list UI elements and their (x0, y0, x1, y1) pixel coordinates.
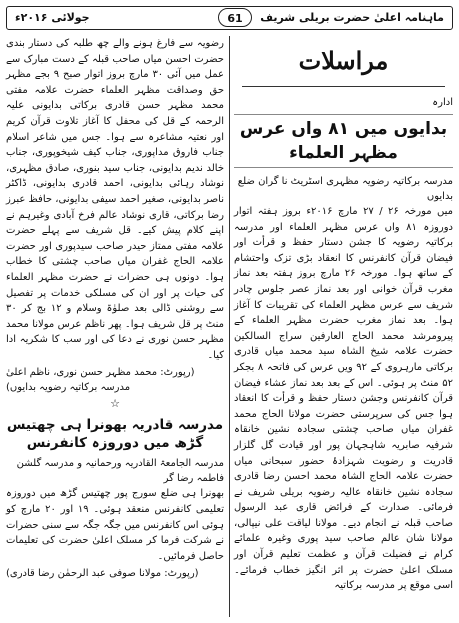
urs-article-subline: مدرسہ برکاتیہ رضویہ مظہری اسٹریٹ نا گران ضلع بدایوں (237, 176, 453, 202)
left-column (6, 36, 224, 581)
conference-article-title: مدرسہ قادریہ بھونرا ہی چھتیس گڑھ میں دوروزہ کانفرنس (6, 417, 224, 452)
section-masthead (234, 36, 453, 94)
urs-report-continuation: رضویہ سے فارغ ہونے والے چھ طلبہ کی دستار بندی حضرت احسن میاں صاحب قبلہ کے دست مبارک سے عمل میں آئی ۳۰ مارچ بروز اتوار صبح ۹ بجے مظہر حق وصداقت مظہر العلماء حضرت علامہ مفتی محمد مظہر حسن قادری برکاتی بدایونی علیہ الرحمہ کے قل کی محفل کا آغاز تلاوت قرآن کریم اور نعتیہ مشاعرہ سے ہوا۔ جس میں شاعر اسلام جناب فاروق مداپوری، جناب کیف شیخوپوری، جناب خالد ندیم بدایونی، جناب سید بنوری، صادق مظہری، نوشاد رہائی بدایونی، احمد قادری بدایونی، ڈاکٹر ناصر بدایونی، صغیر احمد سیفی بدایونی، حافظ عبرز رضا برکاتی، قاری نوشاد عالم فرخ آبادی وغیرہم نے اپنے کلام پیش کیے۔ قل شریف سے پہلے حضرت علامہ مفتی ممتاز حیدر صاحب سیدپوری اور حضرت علامہ الحاج غفران میاں صاحب چشتی کا خطاب ہوا۔ دونوں ہی حضرات نے حضرت مظہر العلماء کی حیات پر اور ان کی مسلکی خدمات پر تفصیل سے روشنی ڈالی بعد صلوٰۃ وسلام و ۱۲ بج کر ۳۰ منٹ پر قل شریف ہوا۔ پھر ناظم عرس مولانا محمد مظہر حسن نوری نے دعا کی اور سب کا شکریہ ادا کیا۔ (6, 38, 224, 361)
byline: ادارہ (432, 97, 453, 108)
page-header (6, 6, 453, 30)
conference-article-credit: (رپورٹ: مولانا صوفی عبد الرحمٰن رضا قادری) (6, 568, 199, 580)
separator-star: ☆ (110, 397, 120, 411)
urs-report-credit: (رپورٹ: محمد مظہر حسن نوری، ناظم اعلیٰ مدرسہ برکاتیہ رضویہ بدایوں) (6, 367, 195, 394)
conference-article-body: بھونرا ہی ضلع سورج پور چھتیس گڑھ میں دوروزہ تعلیمی کانفرنس منعقد ہوئی۔ ۱۹ اور ۲۰ مارچ کو ہوئی اس کانفرنس میں جگہ جگہ سے سنی حضرات نے شرکت فرما کر مسلک اعلیٰ حضرت کی تعلیمات حاصل فرمائیں۔ (6, 488, 224, 562)
magazine-name: ماہنامہ اعلیٰ حضرت بریلی شریف (260, 11, 444, 24)
urs-article-body: میں مورخہ ۲۶ / ۲۷ مارچ ۲۰۱۶ء بروز ہفتہ اتوار دوروزہ ۸۱ واں عرس مظہر العلماء اور مدرسہ برکاتیہ رضویہ کا جشن دستار حفظ و قرأت اور فیضان قرآن کانفرنس کا انعقاد بڑی تزک واحتشام کے ساتھ ہوا۔ مورخہ ۲۶ مارچ بروز ہفتہ بعد نماز مغرب قرآن خوانی اور بعد نماز عصر جلوس چادر شریف سے عرس مظہر العلماء کی تقریبات کا آغاز ہوا۔ بعد نماز مغرب حضرت مظہر العلماء کے پیرومرشد محمد الحاج العارفین سراج السالکین حضرت علامہ شیخ الشاہ سید محمد میاں قادری برکاتی مارہروی کے ۹۲ ویں عرس کی فاتحہ ۸ بجکر ۵۲ منٹ پر ہوئی۔ اس کے بعد بعد نماز عشاء فیضان قرآن کانفرنس وجشن دستار حفظ و قرأت کا انعقاد ہوا جس کی سرپرستی حضرت مولانا الحاج محمد غفران میاں صاحب چشتی سجادہ نشین خانقاہ شرفیہ صابریہ شاہجہان پور اور قیادت گل گلزار قادریت و رضویت شہزادۂ حضور سبحانی میاں حضرت علامہ الحاج الشاہ محمد احسن رضا قادری سجادہ نشین خانقاہ عالیہ رضویہ بریلی شریف نے فرمائی۔ صدارت کے فرائض قاری عبد الرسول صاحب قبلہ نے انجام دیے۔ مولانا لیاقت علی نیپالی، مولانا شان عالم صاحب سید پوری وغیرہ علمائے کرام نے فضیلت قرآن و عظمت تعلیم قرآن اور مسلک اعلیٰ حضرت پر اثر انگیز خطاب فرمائے۔ اسی موقع پر مدرسہ برکاتیہ (234, 206, 453, 592)
issue-date: جولائی ۲۰۱۶ء (15, 11, 90, 24)
urs-article-title: بدایوں میں ۸۱ واں عرس مظہر العلماء (234, 114, 453, 168)
section-title: مراسلات (298, 46, 389, 75)
right-column (234, 36, 453, 594)
conference-article-subline: مدرسہ الجامعۃ القادریہ ورحمانیہ و مدرسہ گلشن فاطمہ رضا گر (16, 458, 224, 485)
page-number: 61 (218, 8, 252, 27)
column-divider (229, 36, 230, 617)
masthead-rule (242, 86, 445, 87)
